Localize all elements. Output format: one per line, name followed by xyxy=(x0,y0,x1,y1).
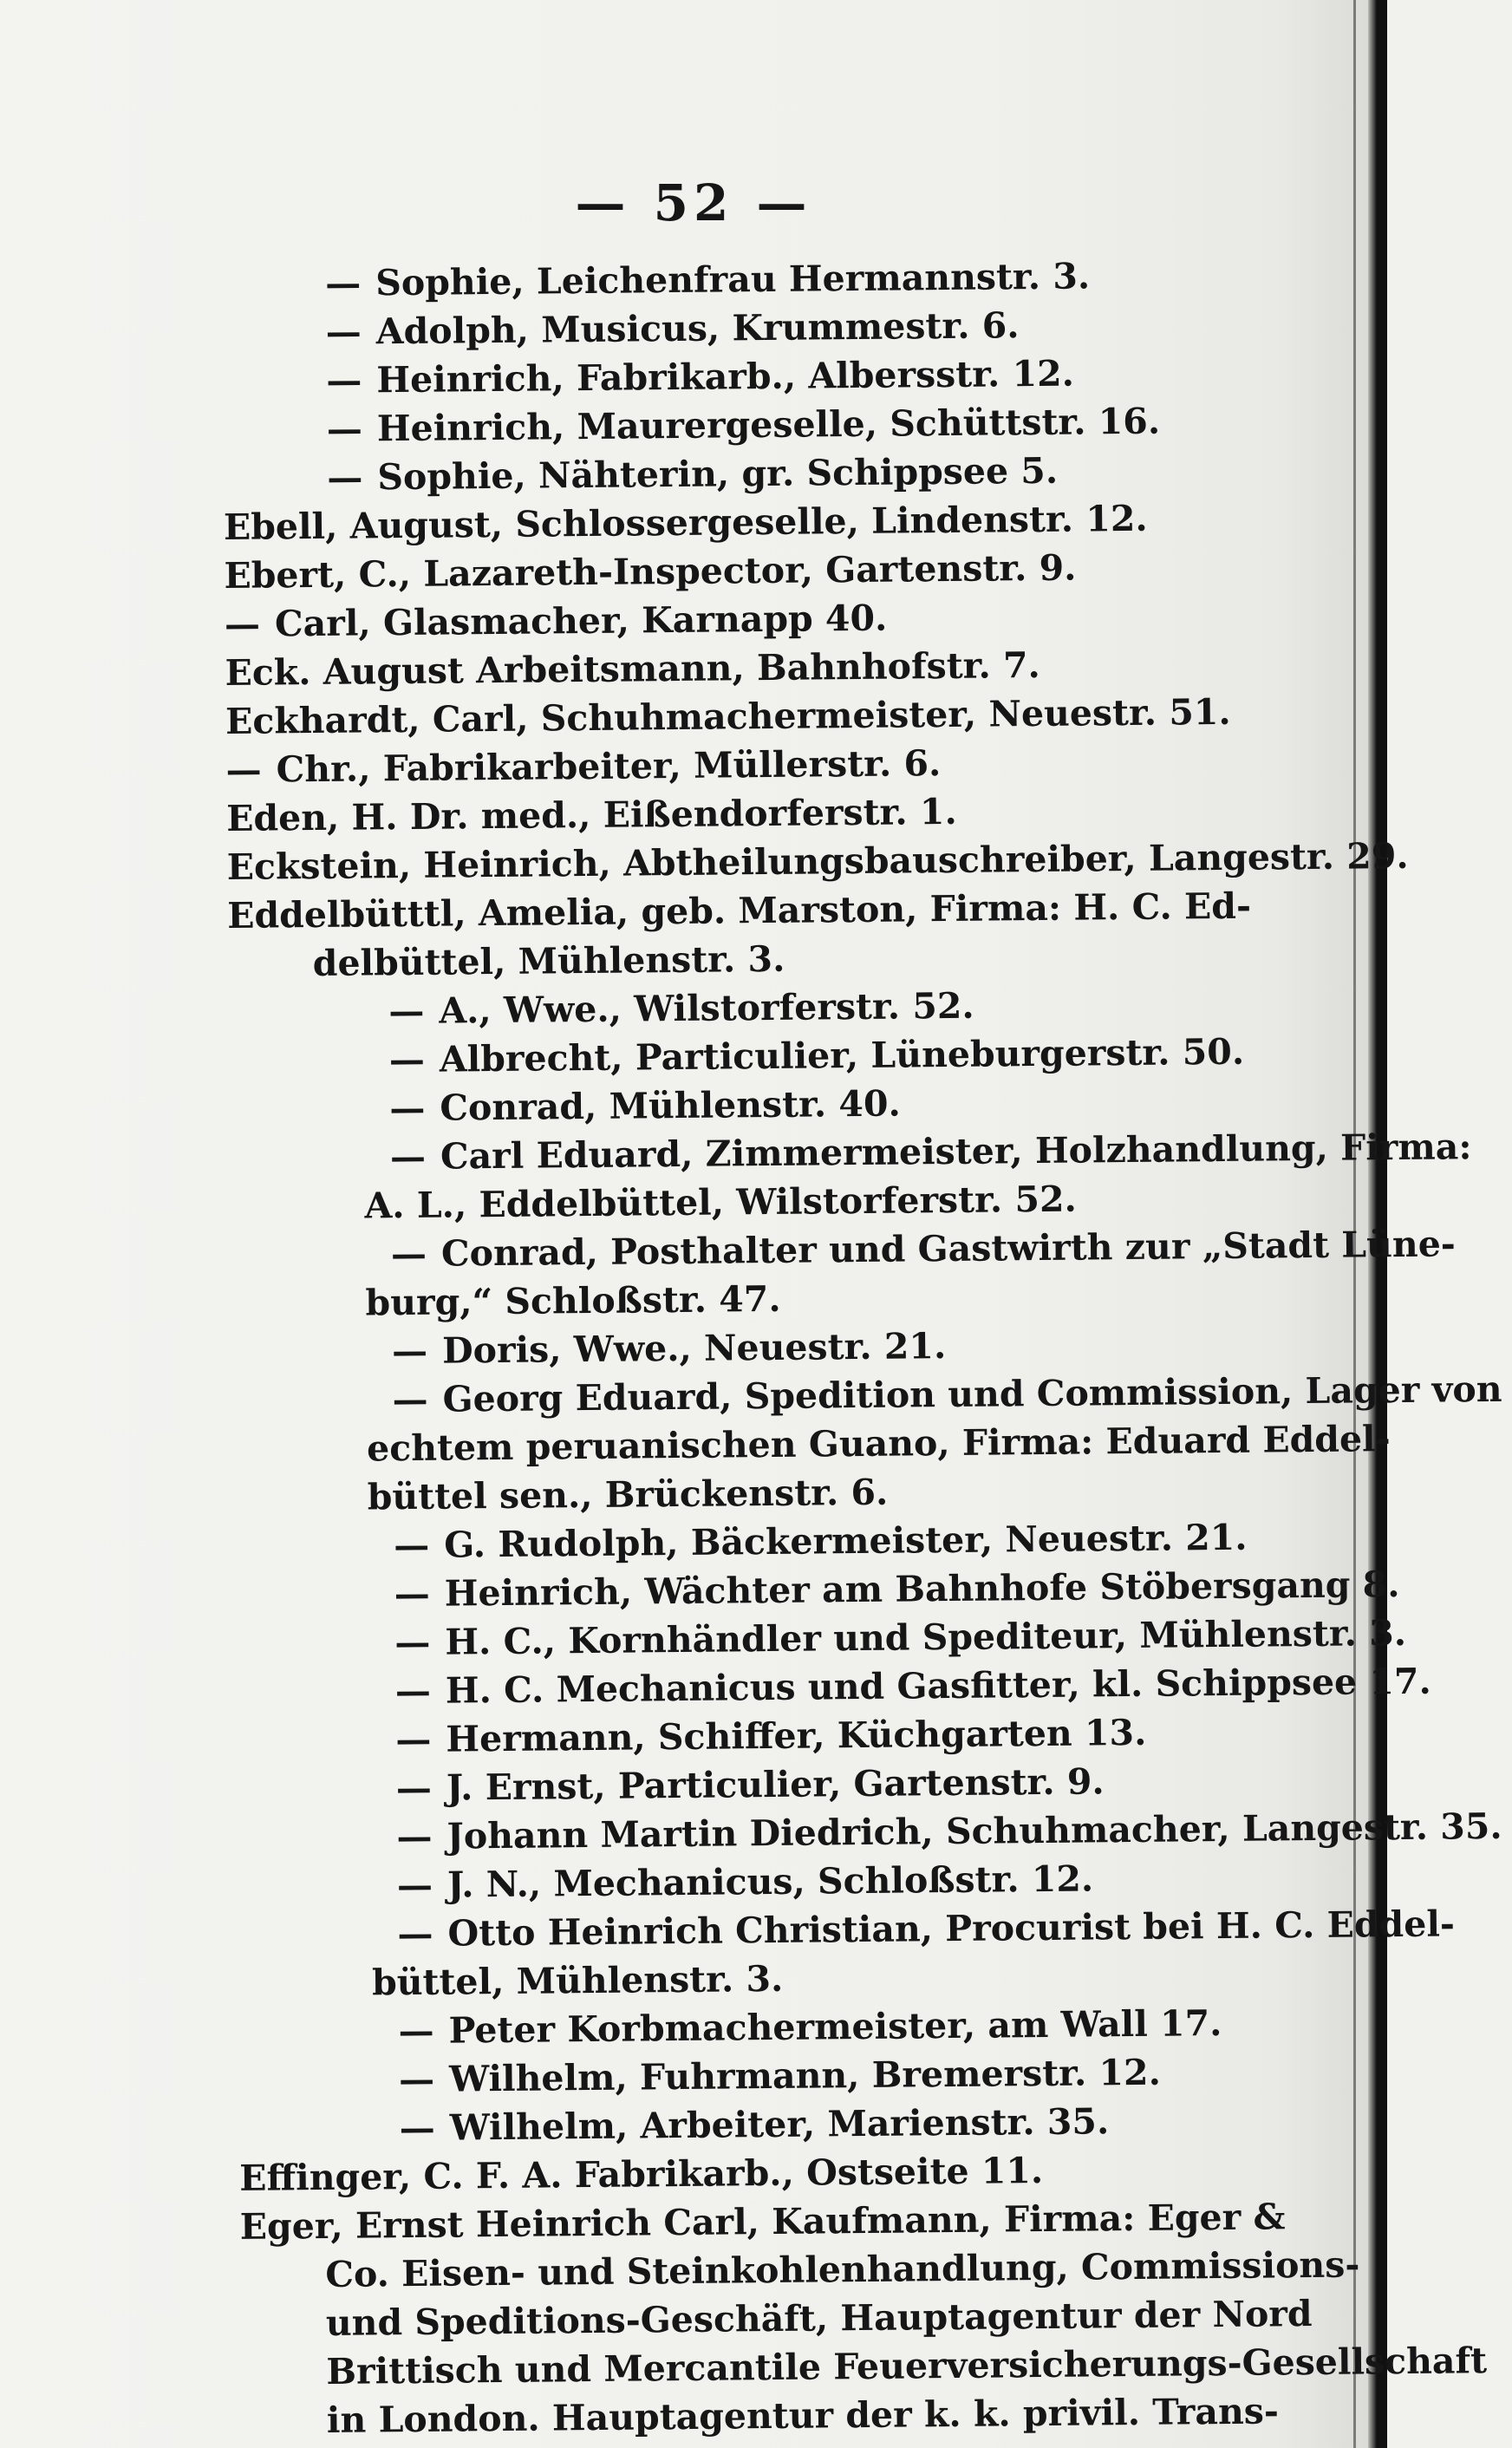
entry-text: Sophie, Nähterin, gr. Schippsee 5. xyxy=(377,449,1059,499)
ditto-dash: — xyxy=(398,2058,435,2101)
entry-text: Brittisch und Mercantile Feuerversicherungs-Gesellschaft xyxy=(326,2340,1488,2393)
ditto-dash: — xyxy=(397,1912,433,1955)
entry-text: Eger, Ernst Heinrich Carl, Kaufmann, Firma: Eger & xyxy=(239,2196,1286,2248)
ditto-dash: — xyxy=(326,408,363,450)
entry-text: Carl, Glasmacher, Karnapp 40. xyxy=(274,597,888,645)
ditto-dash: — xyxy=(224,603,261,645)
entry-text: Albrecht, Particulier, Lüneburgerstr. 50. xyxy=(439,1030,1245,1080)
entry-text: Heinrich, Wächter am Bahnhofe Stöbersgang 8. xyxy=(444,1563,1400,1615)
entry-text: Ebert, C., Lazareth-Inspector, Gartenstr. 9. xyxy=(224,546,1077,597)
entry-text: Peter Korbmachermeister, am Wall 17. xyxy=(448,2002,1222,2052)
entry-text: büttel, Mühlenstr. 3. xyxy=(371,1957,784,2004)
ditto-dash: — xyxy=(388,1038,426,1081)
ditto-dash: — xyxy=(394,1621,431,1664)
entry-text: büttel sen., Brückenstr. 6. xyxy=(367,1471,889,1518)
entry-text: Johann Martin Diedrich, Schuhmacher, Langestr. 35. xyxy=(446,1805,1502,1857)
ditto-dash: — xyxy=(399,2106,435,2150)
ditto-dash: — xyxy=(394,1524,430,1567)
entry-text: H. C., Kornhändler und Spediteur, Mühlenstr. 3. xyxy=(445,1611,1407,1663)
entry-text: Effinger, C. F. A. Fabrikarb., Ostseite 11. xyxy=(239,2150,1044,2199)
entry-text: und Speditions-Geschäft, Hauptagentur der Nord xyxy=(325,2293,1313,2344)
entry-text: Heinrich, Fabrikarb., Albersstr. 12. xyxy=(376,352,1075,401)
entry-text: Heinrich, Maurergeselle, Schüttstr. 16. xyxy=(376,400,1161,450)
entry-text: J. N., Mechanicus, Schloßstr. 12. xyxy=(446,1857,1094,1906)
entry-text: Conrad, Mühlenstr. 40. xyxy=(440,1082,901,1129)
entry-text: echtem peruanischen Guano, Firma: Eduard Eddel- xyxy=(366,1418,1391,1470)
entry-text: delbüttel, Mühlenstr. 3. xyxy=(312,937,785,985)
entry-text: Co. Eisen- und Steinkohlenhandlung, Commissions- xyxy=(325,2243,1360,2295)
entry-text: Eck. August Arbeitsmann, Bahnhofstr. 7. xyxy=(225,643,1041,694)
ditto-dash: — xyxy=(395,1718,432,1761)
ditto-dash: — xyxy=(389,1135,427,1178)
entry-text: Sophie, Leichenfrau Hermannstr. 3. xyxy=(375,255,1091,304)
entry-text: in London. Hauptagentur der k. k. privil. Trans- xyxy=(326,2390,1280,2441)
entry-text: A. L., Eddelbüttel, Wilstorferstr. 52. xyxy=(364,1178,1077,1227)
ditto-dash: — xyxy=(396,1864,433,1907)
ditto-dash: — xyxy=(394,1669,432,1713)
entry-text: Carl Eduard, Zimmermeister, Holzhandlung, Firma: xyxy=(440,1126,1472,1178)
entry-text: Conrad, Posthalter und Gastwirth zur „Stadt Lüne- xyxy=(440,1223,1457,1275)
ditto-dash: — xyxy=(325,262,362,304)
ditto-dash: — xyxy=(395,1766,433,1810)
ditto-dash: — xyxy=(388,989,425,1033)
entry-text: burg,“ Schloßstr. 47. xyxy=(365,1277,781,1324)
entry-text: H. C. Mechanicus und Gasfitter, kl. Schippsee 17. xyxy=(445,1660,1431,1712)
entry-text: Eddelbütttl, Amelia, geb. Marston, Firma: H. C. Ed- xyxy=(227,885,1252,937)
ditto-dash: — xyxy=(326,359,362,401)
ditto-dash: — xyxy=(392,1378,428,1421)
ditto-dash: — xyxy=(391,1329,428,1373)
entry-text: Chr., Fabrikarbeiter, Müllerstr. 6. xyxy=(276,742,942,791)
ditto-dash: — xyxy=(225,748,262,791)
entry-text: Adolph, Musicus, Krummestr. 6. xyxy=(375,304,1020,353)
entry-text: G. Rudolph, Bäckermeister, Neuestr. 21. xyxy=(444,1516,1248,1566)
entry-text: A., Wwe., Wilstorferstr. 52. xyxy=(439,984,974,1032)
directory-line xyxy=(242,2386,1347,2445)
entry-text: Eden, H. Dr. med., Eißendorferstr. 1. xyxy=(225,790,957,839)
ditto-dash: — xyxy=(327,456,363,499)
entry-text: Wilhelm, Fuhrmann, Bremerstr. 12. xyxy=(448,2051,1162,2100)
ditto-dash: — xyxy=(389,1087,426,1130)
ditto-dash: — xyxy=(398,2009,434,2053)
entry-text: Doris, Wwe., Neuestr. 21. xyxy=(441,1325,947,1372)
entry-text: Hermann, Schiffer, Küchgarten 13. xyxy=(446,1711,1147,1760)
entry-text: Wilhelm, Arbeiter, Marienstr. 35. xyxy=(449,2100,1110,2149)
entry-text: J. Ernst, Particulier, Gartenstr. 9. xyxy=(446,1760,1105,1809)
ditto-dash: — xyxy=(325,310,362,353)
entry-text: Georg Eduard, Spedition und Commission, Lager von xyxy=(442,1368,1502,1420)
ditto-dash: — xyxy=(396,1815,433,1858)
directory-entries xyxy=(221,250,1502,2445)
page-number: — 52 — xyxy=(575,173,812,232)
ditto-dash: — xyxy=(394,1572,431,1616)
entry-text: Eckhardt, Carl, Schuhmachermeister, Neuestr. 51. xyxy=(225,690,1231,742)
entry-text: Ebell, August, Schlossergeselle, Lindenstr. 12. xyxy=(223,497,1148,548)
entry-text: Eckstein, Heinrich, Abtheilungsbauschreiber, Langestr. 29. xyxy=(226,834,1409,888)
ditto-dash: — xyxy=(390,1232,427,1276)
entry-text: Otto Heinrich Christian, Procurist bei H. C. Eddel- xyxy=(447,1903,1456,1955)
